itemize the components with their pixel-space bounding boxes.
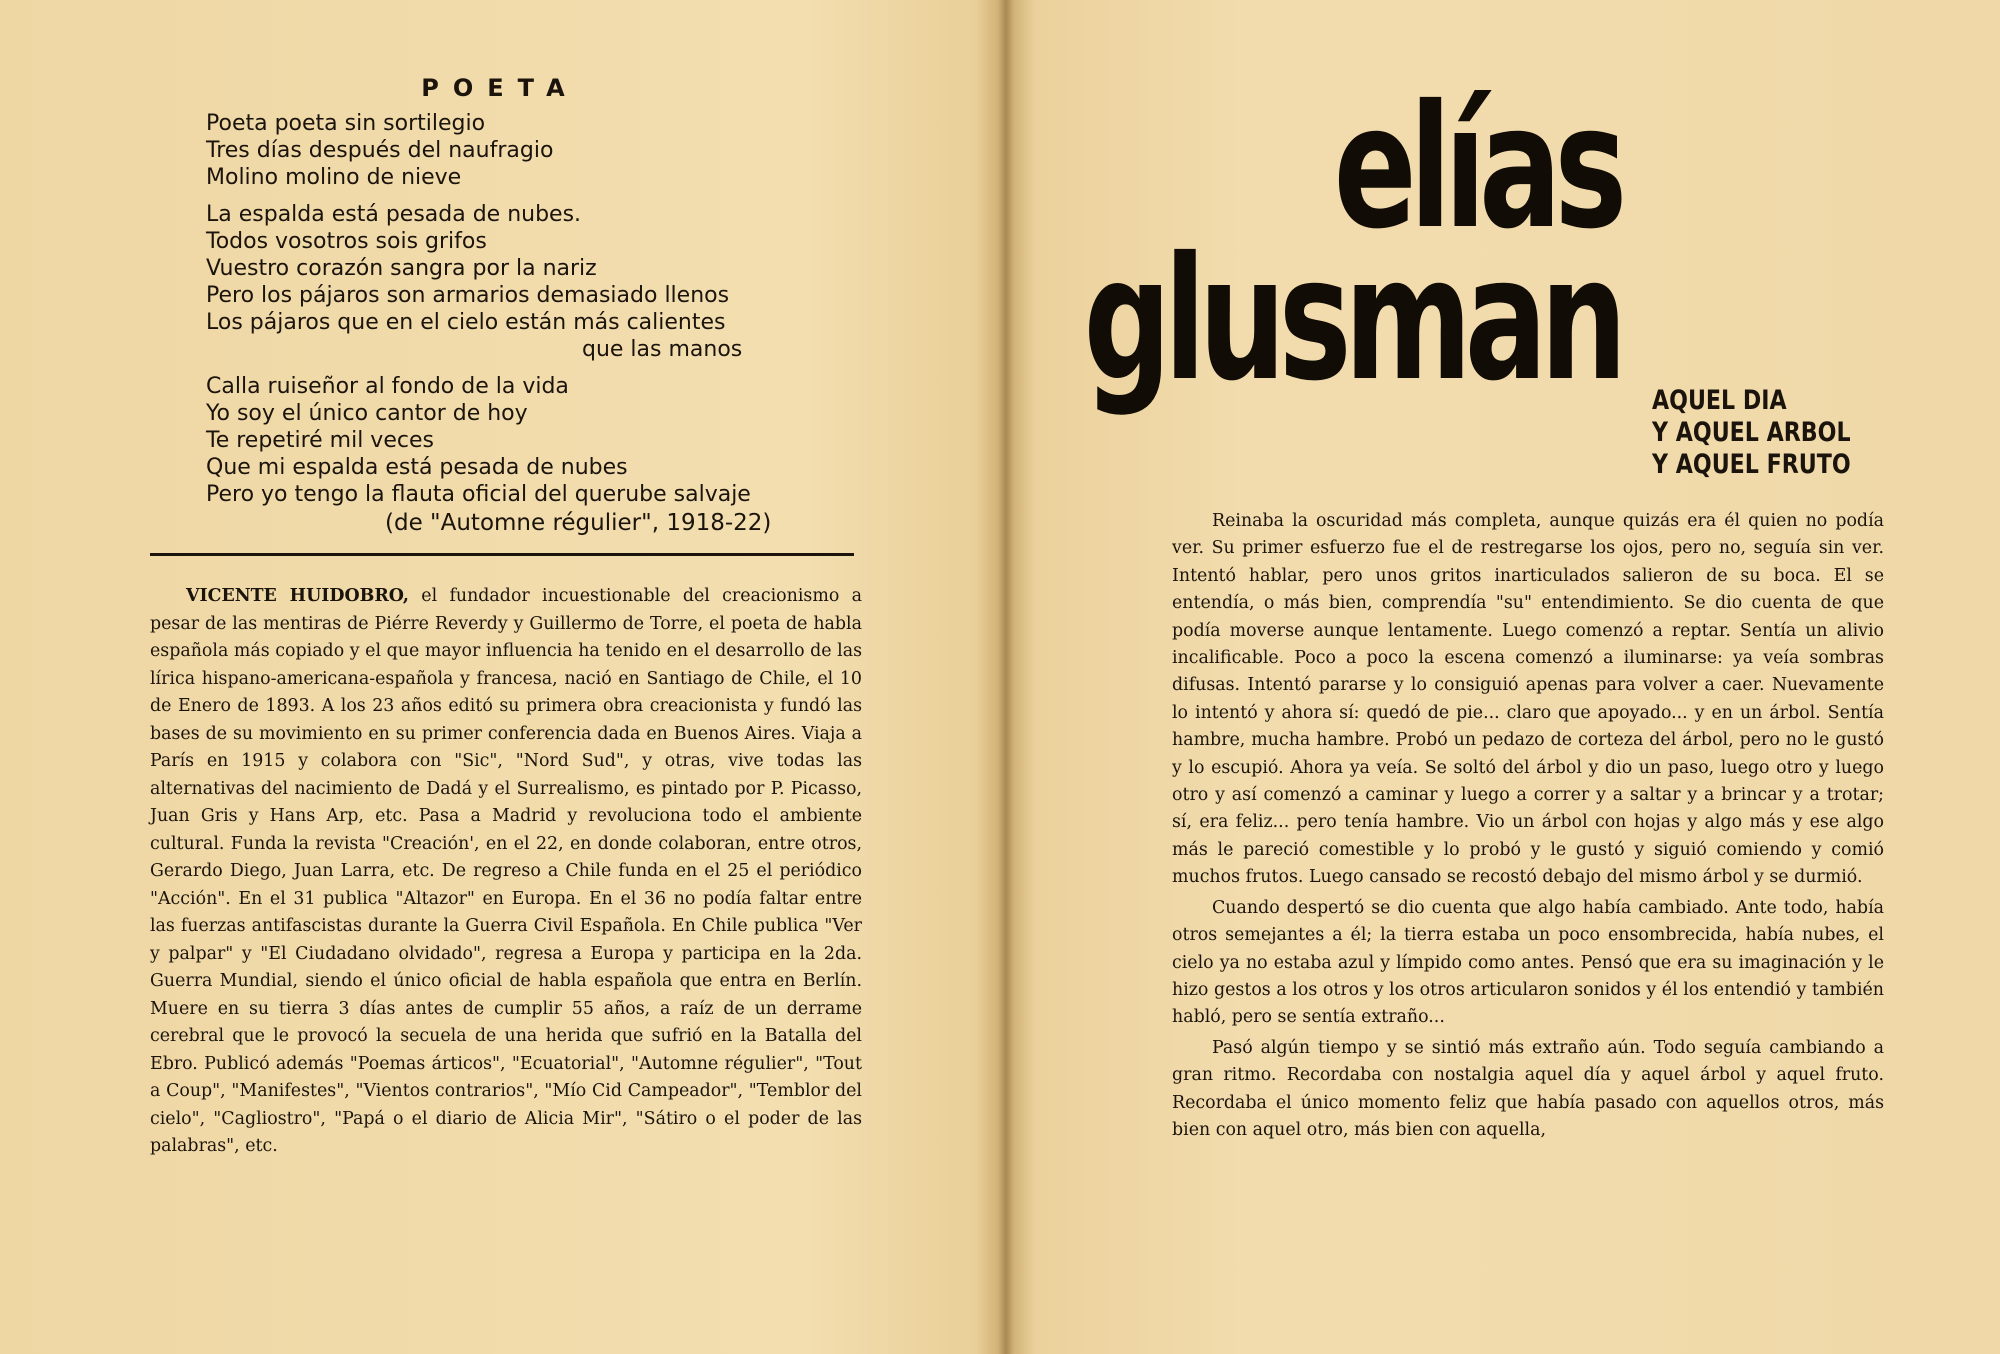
author-name xyxy=(1083,69,1620,419)
poem-line: Pero yo tengo la flauta oficial del querube salvaje xyxy=(206,482,751,507)
poem xyxy=(206,110,826,518)
poem-line: que las manos xyxy=(582,337,743,362)
poem-line: Pero los pájaros son armarios demasiado llenos xyxy=(206,283,730,308)
biography-name: VICENTE HUIDOBRO, xyxy=(186,586,409,606)
biography-paragraph xyxy=(150,583,862,1161)
biography-text: el fundador incuestionable del creacionismo a pesar de las mentiras de Piérre Reverdy y Guillermo de Torre, el poeta de habla española más copiado y el que mayor influencia ha tenido en el desarrollo de las lírica hispano-americana-española y francesa, nació en Santiago de Chile, el 10 de Enero de 1893. A los 23 años editó su primera obra creacionista y fundó las bases de su movimiento en su primer conferencia dada en Buenos Aires. Viaja a París en 1915 y colabora con "Sic", "Nord Sud", y otras, vive todas las alternativas del nacimiento de Dadá y el Surrealismo, es pintado por P. Picasso, Juan Gris y Hans Arp, etc. Pasa a Madrid y revoluciona todo el ambiente cultural. Funda la revista "Creación', en el 22, en donde colaboran, entre otros, Gerardo Diego, Juan Larra, etc. De regreso a Chile funda en el 25 el periódico "Acción". En el 31 publica "Altazor" en Europa. En el 36 no podía faltar entre las fuerzas antifascistas durante la Guerra Civil Española. En Chile publica "Ver y palpar" y "El Ciudadano olvidado", regresa a Europa y participa en la 2da. Guerra Mundial, siendo el único oficial de habla española que entra en Berlín. Muere en su tierra 3 días antes de cumplir 55 años, a raíz de un derrame cerebral que le provocó la secuela de una herida que sufrió en la Batalla del Ebro. Publicó además "Poemas árticos", "Ecuatorial", "Automne régulier", "Tout a Coup", "Manifestes", "Vientos contrarios", "Mío Cid Campeador", "Temblor del cielo", "Cagliostro", "Papá o el diario de Alicia Mir", "Sátiro o el poder de las palabras", etc. xyxy=(150,586,862,1156)
story-title-line: Y AQUEL FRUTO xyxy=(1652,449,1851,480)
book-gutter xyxy=(998,0,1014,1354)
story-paragraph: Reinaba la oscuridad más completa, aunque quizás era él quien no podía ver. Su primer esfuerzo fue el de restregarse los ojos, pero no, seguía sin ver. Intentó hablar, pero unos gritos inarticulados salieron de su boca. El se entendía, o más bien, comprendía "su" entendimiento. Se dio cuenta de que podía moverse aunque lentamente. Luego comenzó a reptar. Sentía un alivio incalificable. Poco a poco la escena comenzó a iluminarse: ya veía sombras difusas. Intentó pararse y lo consiguió apenas para volver a caer. Nuevamente lo intentó y ahora sí: quedó de pie... claro que apoyado... y en un árbol. Sentía hambre, mucha hambre. Probó un pedazo de corteza del árbol, pero no le gustó y lo escupió. Ahora ya veía. Se soltó del árbol y dio un paso, luego otro y luego otro y así comenzó a caminar y luego a correr y a saltar y a brincar y a trotar; sí, era feliz... pero tenía hambre. Vio un árbol con hojas y algo más y ese algo más le pareció comestible y lo probó y le gustó y siguió comiendo y comió muchos frutos. Luego cansado se recostó debajo del mismo árbol y se durmió. xyxy=(1172,511,1884,888)
poem-line: Vuestro corazón sangra por la nariz xyxy=(206,256,597,281)
poem-title: POETA xyxy=(421,74,579,102)
poem-line: La espalda está pesada de nubes. xyxy=(206,202,582,227)
story-paragraph: Pasó algún tiempo y se sintió más extraño aún. Todo seguía cambiando a gran ritmo. Recordaba con nostalgia aquel día y aquel árbol y aquel fruto. Recordaba el único momento feliz que había pasado con aquellos otros, más bien con aquel otro, más bien con aquella, xyxy=(1172,1037,1884,1140)
story-title-line: AQUEL DIA xyxy=(1652,385,1787,416)
poem-line: Poeta poeta sin sortilegio xyxy=(206,111,486,136)
story-title-line: Y AQUEL ARBOL xyxy=(1652,417,1851,448)
poem-line: Tres días después del naufragio xyxy=(206,138,554,163)
story-paragraph: Cuando despertó se dio cuenta que algo había cambiado. Ante todo, había otros semejantes a él; la tierra estaba un poco ensombrecida, había nubes, el cielo ya no estaba azul y límpido como antes. Pensó que era su imaginación y le hizo gestos a los otros y los otros articularon sonidos y él los entendió y también habló, pero se sentía extraño... xyxy=(1172,897,1884,1028)
author-first-name: elías xyxy=(1333,69,1620,267)
poem-line: Los pájaros que en el cielo están más calientes xyxy=(206,310,726,335)
poem-stanza xyxy=(206,110,826,191)
poem-attribution: (de "Automne régulier", 1918-22) xyxy=(385,510,772,536)
author-last-name: glusman xyxy=(1083,221,1620,419)
poem-line: Yo soy el único cantor de hoy xyxy=(206,401,528,426)
poem-stanza xyxy=(206,373,826,508)
poem-line: Molino molino de nieve xyxy=(206,165,462,190)
story-title xyxy=(1652,385,1851,481)
poem-stanza xyxy=(206,201,826,363)
story-body xyxy=(1172,508,1884,1144)
poem-line: Que mi espalda está pesada de nubes xyxy=(206,455,628,480)
poem-line: Calla ruiseñor al fondo de la vida xyxy=(206,374,569,399)
poem-line: Todos vosotros sois grifos xyxy=(206,229,487,254)
section-divider xyxy=(150,553,854,556)
poem-line: Te repetiré mil veces xyxy=(206,428,434,453)
